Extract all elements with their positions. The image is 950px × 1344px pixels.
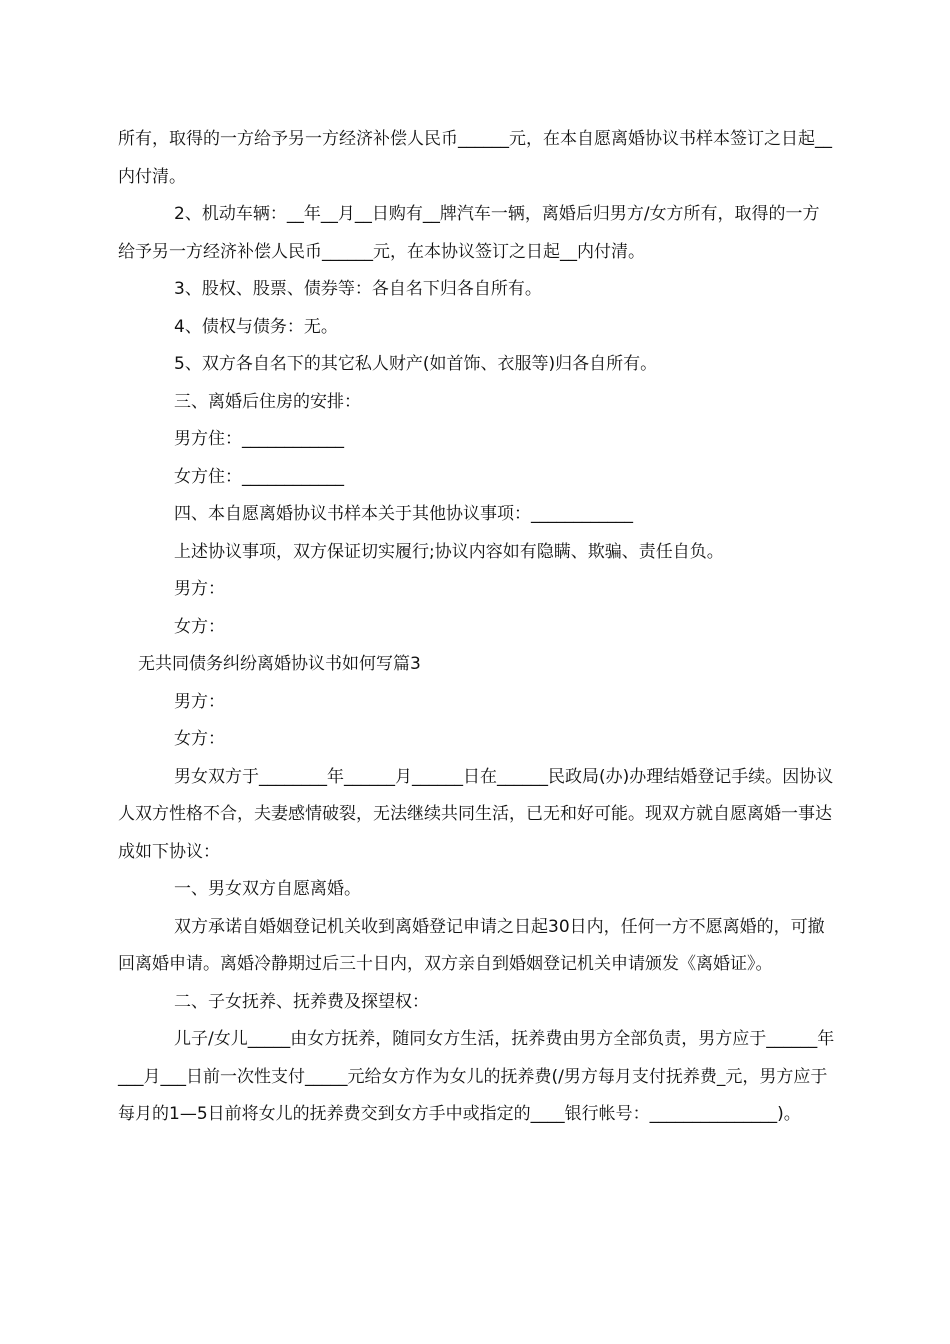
paragraph: 上述协议事项，双方保证切实履行;协议内容如有隐瞒、欺骗、责任自负。 [174,541,724,562]
paragraph: 4、债权与债务：无。 [174,316,338,337]
paragraph: 女方住：____________ [174,466,344,487]
paragraph: 2、机动车辆：__年__月__日购有__牌汽车一辆，离婚后归男方/女方所有，取得的一方给予另一方经济补偿人民币______元，在本协议签订之日起__内付清。 [118,204,820,262]
section-heading: 三、离婚后住房的安排： [174,391,361,412]
document-body [118,121,836,1134]
paragraph: 5、双方各自名下的其它私人财产(如首饰、衣服等)归各自所有。 [174,354,658,374]
section-heading: 二、子女抚养、抚养费及探望权： [174,991,429,1012]
paragraph: 3、股权、股票、债券等：各自名下归各自所有。 [174,279,542,299]
paragraph: 男方住：____________ [174,429,344,449]
party-line: 女方： [174,729,225,749]
paragraph: 儿子/女儿_____由女方抚养，随同女方生活，抚养费由男方全部负责，男方应于______年___月___日前一次性支付_____元给女方作为女儿的抚养费(/男方每月支付抚养费_元，男方应于每月的1—5日前将女儿的抚养费交到女方手中或指定的____银行帐号：_______________)。 [118,1029,835,1124]
paragraph: 男女双方于________年______月______日在______民政局(办)办理结婚登记手续。因协议人双方性格不合，夫妻感情破裂，无法继续共同生活，已无和好可能。现双方就自愿离婚一事达成如下协议： [118,766,834,862]
paragraph: 所有，取得的一方给予另一方经济补偿人民币______元，在本自愿离婚协议书样本签订之日起__内付清。 [118,129,832,187]
section-heading: 四、本自愿离婚协议书样本关于其他协议事项：____________ [174,504,633,524]
section-heading: 一、男女双方自愿离婚。 [174,879,361,899]
paragraph: 双方承诺自婚姻登记机关收到离婚登记申请之日起30日内，任何一方不愿离婚的，可撤回离婚申请。离婚冷静期过后三十日内，双方亲自到婚姻登记机关申请颁发《离婚证》。 [118,916,825,974]
signature-line: 女方： [174,616,225,637]
signature-line: 男方： [174,579,225,599]
party-line: 男方： [174,691,225,712]
document-title: 无共同债务纠纷离婚协议书如何写篇3 [138,654,421,674]
